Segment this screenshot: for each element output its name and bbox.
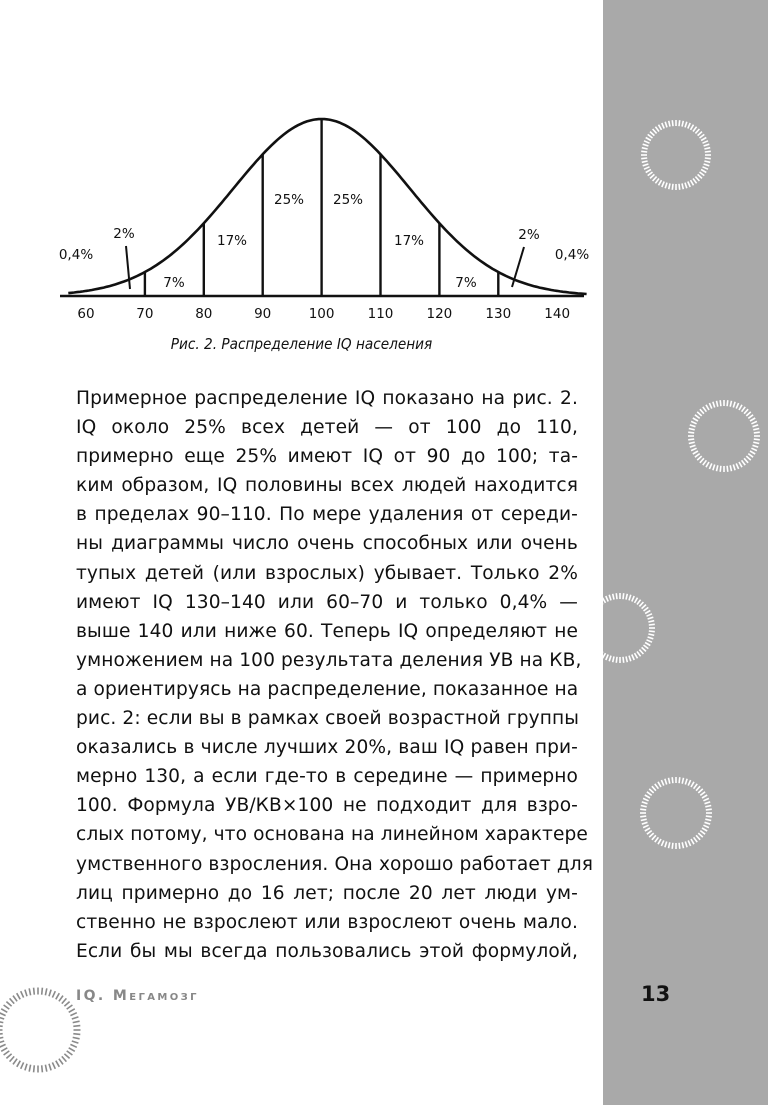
text-line: лиц примерно до 16 лет; после 20 лет люди ум- [76, 882, 578, 904]
segment-label: 7% [455, 275, 477, 291]
text-line: имеют IQ 130–140 или 60–70 и только 0,4% — [76, 591, 578, 613]
text-line: а ориентируясь на распределение, показанное на [76, 678, 579, 700]
text-line: IQ около 25% всех детей — от 100 до 110, [76, 417, 578, 439]
text-line: примерно еще 25% имеют IQ от 90 до 100; та- [76, 446, 578, 468]
x-tick-label: 80 [195, 306, 213, 322]
text-line: умножением на 100 результата деления УВ на КВ, [76, 649, 582, 671]
segment-label: 0,4% [58, 247, 94, 263]
text-line: ственно не взрослеют или взрослеют очень мало. [76, 911, 578, 933]
text-line: ким образом, IQ половины всех людей находится [76, 475, 578, 497]
text-line: оказались в числе лучших 20%, ваш IQ равен при- [76, 737, 578, 759]
x-tick-label: 60 [77, 306, 95, 322]
label-pointer [126, 246, 130, 289]
text-line: умственного взросления. Она хорошо работает для [76, 853, 594, 875]
text-line: рис. 2: если вы в рамках своей возрастной группы [76, 708, 580, 730]
segment-label: 17% [393, 233, 425, 249]
text-line: Если бы мы всегда пользовались этой формулой, [76, 940, 578, 962]
page-number: 13 [641, 982, 671, 1006]
x-tick-label: 70 [136, 306, 154, 322]
x-tick-label: 140 [544, 306, 571, 322]
text-line: тупых детей (или взрослых) убывает. Только 2% [76, 562, 578, 584]
segment-label: 0,4% [554, 247, 590, 263]
iq-distribution-chart [0, 0, 603, 330]
text-line: 100. Формула УВ/КВ×100 не подходит для взро- [76, 795, 578, 817]
text-line: в пределах 90–110. По мере удаления от середи- [76, 504, 578, 526]
segment-label: 2% [113, 226, 135, 242]
segment-label: 17% [216, 233, 248, 249]
text-line: мерно 130, а если где-то в середине — примерно [76, 766, 578, 788]
text-line: выше 140 или ниже 60. Теперь IQ определяют не [76, 620, 578, 642]
body-paragraph [76, 384, 594, 966]
segment-label: 2% [518, 227, 540, 243]
segment-label: 25% [273, 192, 305, 208]
x-tick-label: 130 [485, 306, 512, 322]
segment-label: 25% [332, 192, 364, 208]
x-tick-label: 90 [254, 306, 272, 322]
distribution-curve [68, 119, 586, 294]
text-line: слых потому, что основана на линейном характере [76, 824, 588, 846]
segment-label: 7% [163, 275, 185, 291]
x-tick-label: 100 [308, 306, 335, 322]
text-line: Примерное распределение IQ показано на рис. 2. [76, 388, 578, 409]
x-tick-label: 120 [426, 306, 453, 322]
text-line: ны диаграммы число очень способных или очень [76, 533, 578, 555]
running-title: IQ. Мегамозг [76, 988, 199, 1004]
x-tick-label: 110 [367, 306, 394, 322]
figure-caption: Рис. 2. Распределение IQ населения [170, 335, 433, 353]
